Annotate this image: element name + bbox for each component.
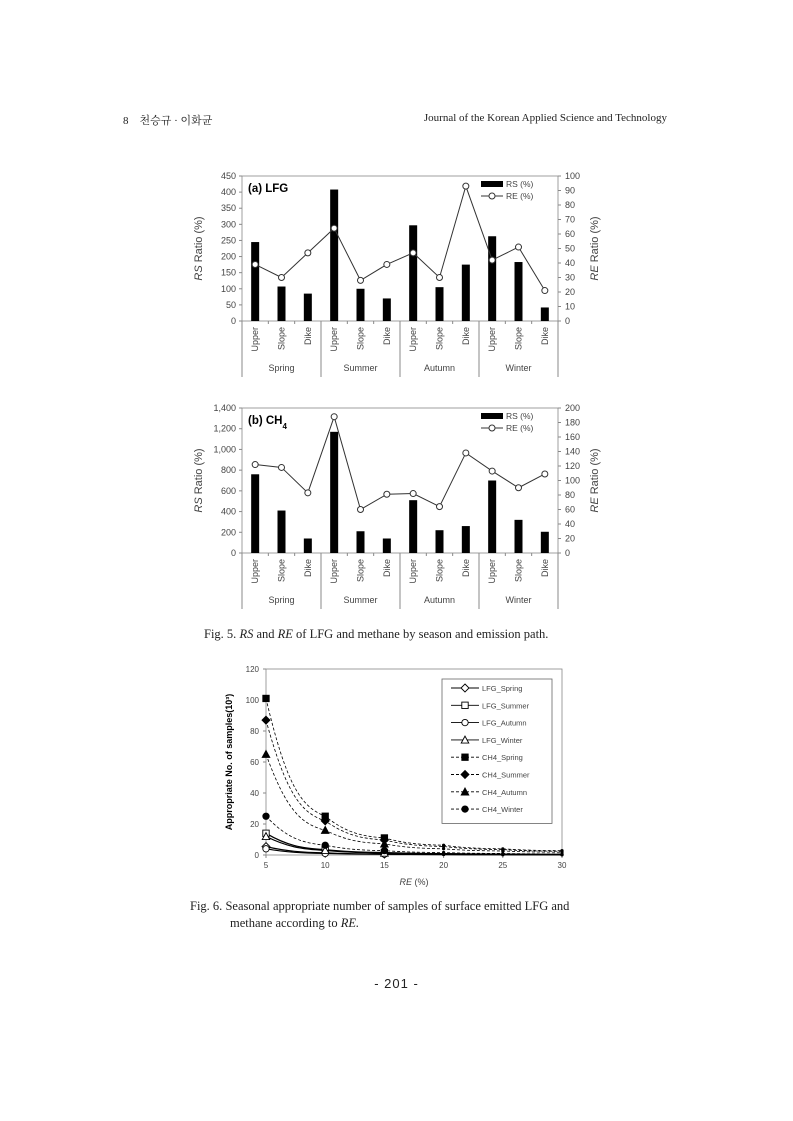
bar-rs: [515, 520, 523, 553]
chart-title: (a) LFG: [248, 183, 289, 195]
category-label: Dike: [381, 327, 392, 346]
re-point: [384, 491, 390, 497]
x-axis-label: RE (%): [399, 877, 429, 887]
category-label: Dike: [460, 327, 471, 346]
y-tick-label: 200: [220, 527, 236, 538]
category-label: Upper: [329, 559, 340, 584]
y2-tick-label: 40: [565, 258, 576, 268]
legend-re-marker: [489, 425, 495, 431]
re-point: [331, 414, 337, 420]
bar-rs: [330, 190, 338, 321]
y2-tick-label: 160: [565, 432, 581, 442]
bar-rs: [251, 242, 259, 321]
bar-rs: [330, 432, 338, 553]
category-label: Slope: [434, 327, 445, 351]
marker-square: [462, 702, 468, 708]
re-point: [437, 504, 443, 510]
re-point: [410, 491, 416, 497]
re-point: [305, 490, 311, 496]
running-header-left: [123, 112, 212, 128]
y-tick-label: 0: [254, 851, 259, 860]
y-tick-label: 1,000: [213, 444, 236, 455]
y2-tick-label: 0: [565, 548, 571, 558]
y2-tick-label: 20: [565, 287, 576, 297]
re-point: [437, 275, 443, 281]
bar-rs: [357, 289, 365, 321]
bar-rs: [462, 526, 470, 553]
fig5-caption-rs: RS: [239, 627, 254, 641]
y-tick-label: 1,200: [213, 423, 236, 434]
re-point: [252, 462, 258, 468]
y2-tick-label: 180: [565, 417, 581, 428]
fig5-caption-label: Fig. 5.: [204, 627, 237, 641]
fig6-caption-line1: Seasonal appropriate number of samples of surface emitted LFG and: [225, 899, 570, 913]
y-tick-label: 60: [250, 758, 259, 767]
marker-circle: [462, 719, 468, 725]
legend-re-marker: [489, 193, 495, 199]
fig5a-lfg-chart: [185, 165, 605, 377]
category-label: Upper: [487, 327, 498, 352]
y-tick-label: 80: [250, 727, 259, 736]
y-tick-label: 150: [220, 267, 236, 278]
y-tick-label: 20: [250, 820, 259, 829]
re-point: [489, 257, 495, 263]
category-label: Slope: [513, 327, 524, 351]
category-label: Upper: [250, 559, 261, 584]
x-tick-label: 5: [263, 861, 269, 870]
header-authors: 천승규 · 이화균: [139, 115, 213, 127]
legend-label: LFG_Autumn: [482, 718, 527, 728]
re-point: [542, 288, 548, 294]
marker-circle: [322, 842, 328, 848]
fig6-caption-line2: methane according to: [230, 916, 338, 930]
legend-re-label: RE (%): [506, 423, 534, 433]
legend-rs-label: RS (%): [506, 179, 534, 189]
y-axis-label: RS Ratio (%): [193, 448, 205, 513]
bar-rs: [488, 481, 496, 554]
bar-rs: [409, 500, 417, 553]
category-label: Upper: [408, 327, 419, 352]
y-tick-label: 600: [220, 485, 236, 496]
category-label: Slope: [276, 327, 287, 351]
legend-label: CH4_Summer: [482, 770, 530, 780]
bar-rs: [436, 530, 444, 553]
y2-tick-label: 20: [565, 533, 576, 544]
y-tick-label: 100: [245, 696, 259, 705]
y2-tick-label: 80: [565, 200, 576, 210]
fig5b-ch4-chart: [185, 397, 605, 609]
y-tick-label: 200: [220, 251, 236, 262]
y2-tick-label: 60: [565, 504, 576, 515]
y-tick-label: 350: [220, 203, 236, 214]
category-label: Slope: [355, 327, 366, 351]
fig6-caption-label: Fig. 6.: [190, 899, 223, 913]
group-label: Spring: [268, 363, 295, 373]
category-label: Upper: [408, 559, 419, 584]
y-tick-label: 450: [220, 171, 236, 181]
re-point: [358, 277, 364, 283]
bar-rs: [304, 294, 312, 321]
category-label: Slope: [276, 559, 287, 583]
category-label: Dike: [302, 327, 313, 346]
y2-tick-label: 80: [565, 490, 576, 500]
re-point: [384, 261, 390, 267]
bar-rs: [541, 307, 549, 321]
fig6-caption-re: RE.: [340, 916, 360, 930]
category-label: Upper: [329, 327, 340, 352]
bar-rs: [541, 532, 549, 553]
re-point: [516, 485, 522, 491]
y-tick-label: 0: [230, 548, 236, 558]
legend-rs-label: RS (%): [506, 411, 534, 421]
y-tick-label: 40: [250, 789, 259, 798]
fig5-caption-and: and: [256, 627, 275, 641]
page-number: - 201 -: [374, 976, 419, 991]
marker-triangle: [321, 826, 329, 833]
category-label: Dike: [460, 559, 471, 578]
y-tick-label: 250: [220, 235, 236, 246]
bar-rs: [383, 539, 391, 554]
bar-rs: [251, 474, 259, 553]
legend-label: CH4_Autumn: [482, 787, 528, 797]
category-label: Slope: [355, 559, 366, 583]
bar-rs: [278, 287, 286, 321]
re-point: [279, 275, 285, 281]
x-tick-label: 20: [439, 861, 449, 870]
y-tick-label: 0: [230, 316, 236, 326]
fig6-caption: [190, 898, 620, 932]
y2-tick-label: 60: [565, 229, 576, 239]
marker-small: [442, 851, 445, 854]
running-header-journal: Journal of the Korean Applied Science and Technology: [423, 112, 667, 124]
y2-tick-label: 30: [565, 272, 576, 283]
y2-tick-label: 100: [565, 475, 581, 486]
y-axis-label: RS Ratio (%): [193, 216, 205, 281]
y2-tick-label: 140: [565, 446, 581, 457]
fig5-caption: [204, 627, 548, 642]
y2-tick-label: 70: [565, 214, 576, 225]
re-point: [252, 261, 258, 267]
y-tick-label: 1,400: [213, 403, 236, 413]
legend-label: LFG_Spring: [482, 684, 523, 693]
marker-small: [560, 852, 563, 855]
bar-rs: [357, 531, 365, 553]
re-point: [331, 225, 337, 231]
y-tick-label: 100: [220, 283, 236, 294]
marker-circle: [381, 847, 387, 853]
y-tick-label: 300: [220, 219, 236, 230]
re-point: [358, 507, 364, 513]
re-point: [516, 244, 522, 250]
legend-label: CH4_Spring: [482, 753, 523, 763]
re-point: [305, 250, 311, 256]
y2-tick-label: 0: [565, 316, 571, 326]
fig6-samples-chart: [220, 660, 580, 892]
category-label: Dike: [302, 559, 313, 578]
category-label: Dike: [539, 559, 550, 578]
re-line: [255, 186, 545, 290]
marker-circle: [263, 813, 269, 819]
y-tick-label: 50: [225, 299, 236, 310]
marker-circle: [263, 846, 269, 852]
y2-tick-label: 120: [565, 461, 581, 471]
group-label: Summer: [343, 595, 378, 605]
chart-title: (b) $CH_4$: [248, 415, 287, 431]
category-label: Slope: [434, 559, 445, 583]
y2-tick-label: 90: [565, 185, 576, 196]
bar-rs: [436, 287, 444, 321]
category-label: Slope: [513, 559, 524, 583]
bar-rs: [304, 539, 312, 554]
x-tick-label: 15: [379, 861, 389, 870]
re-point: [542, 471, 548, 477]
category-label: Upper: [487, 559, 498, 584]
category-label: Upper: [250, 327, 261, 352]
marker-circle: [462, 806, 468, 812]
x-tick-label: 25: [498, 861, 508, 870]
marker-square: [263, 695, 269, 701]
y-axis-label: Appropriate No. of samples(10³): [224, 693, 234, 831]
legend-label: CH4_Winter: [482, 805, 523, 815]
legend-label: LFG_Winter: [482, 735, 523, 745]
legend-label: LFG_Summer: [482, 701, 530, 711]
x-tick-label: 30: [557, 861, 567, 870]
legend-rs-swatch: [481, 181, 503, 187]
y2-tick-label: 40: [565, 519, 576, 529]
y2-tick-label: 200: [565, 403, 581, 413]
y2-axis-label: RE Ratio (%): [589, 448, 601, 513]
y2-tick-label: 100: [565, 171, 581, 181]
bar-rs: [383, 298, 391, 321]
group-label: Autumn: [423, 595, 456, 605]
group-label: Winter: [505, 363, 532, 373]
group-label: Summer: [343, 363, 378, 373]
marker-small: [442, 847, 445, 850]
y-tick-label: 400: [220, 187, 236, 198]
page-number-top: 8: [123, 115, 129, 127]
category-label: Dike: [539, 327, 550, 346]
legend-re-label: RE (%): [506, 191, 534, 201]
bar-rs: [278, 511, 286, 553]
fig5-caption-rest: of LFG and methane by season and emission path.: [296, 627, 549, 641]
bar-rs: [515, 262, 523, 321]
y2-tick-label: 50: [565, 243, 576, 254]
marker-small: [501, 852, 504, 855]
bar-rs: [409, 225, 417, 321]
y-tick-label: 800: [220, 465, 236, 476]
group-label: Winter: [505, 595, 532, 605]
y2-axis-label: RE Ratio (%): [589, 216, 601, 281]
re-point: [489, 468, 495, 474]
bar-rs: [462, 265, 470, 321]
fig5-caption-re: RE: [277, 627, 293, 641]
category-label: Dike: [381, 559, 392, 578]
group-label: Autumn: [423, 363, 456, 373]
x-tick-label: 10: [320, 861, 330, 870]
y2-tick-label: 10: [565, 301, 576, 312]
re-point: [279, 464, 285, 470]
bar-rs: [488, 236, 496, 321]
re-point: [463, 183, 469, 189]
re-point: [463, 450, 469, 456]
marker-triangle: [262, 750, 270, 757]
y-tick-label: 120: [245, 665, 259, 674]
group-label: Spring: [268, 595, 295, 605]
marker-diamond: [262, 716, 270, 724]
legend-rs-swatch: [481, 413, 503, 419]
re-line: [255, 417, 545, 510]
y-tick-label: 400: [220, 506, 236, 517]
re-point: [410, 250, 416, 256]
marker-square: [462, 754, 468, 760]
